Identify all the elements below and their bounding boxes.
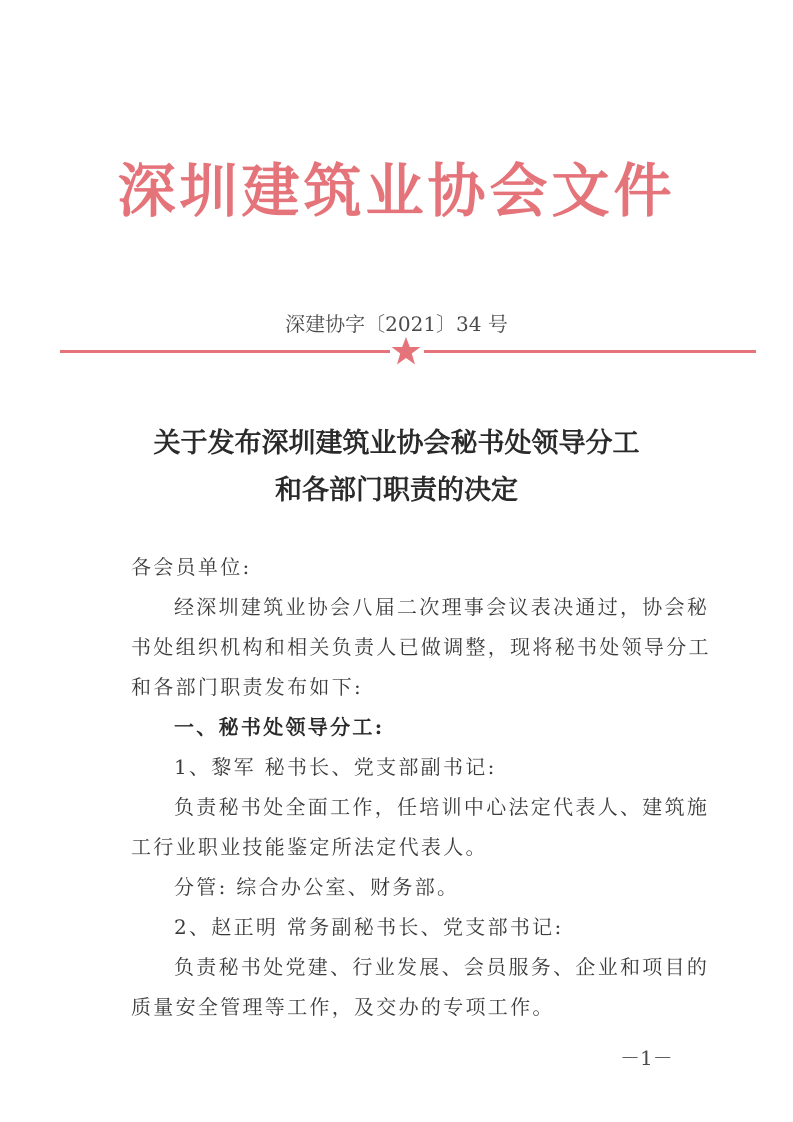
salutation: 各会员单位: [131,555,252,579]
item-1-heading: 1、黎军 秘书长、党支部副书记: [174,755,497,779]
intro-paragraph-line-3: 和各部门职责发布如下: [131,675,364,699]
header-rule-right [424,350,756,353]
document-title-line-1: 关于发布深圳建筑业协会秘书处领导分工 [153,428,640,459]
star-icon [390,336,422,366]
item-1-oversight: 分管: 综合办公室、财务部。 [174,875,460,899]
document-title-line-2: 和各部门职责的决定 [275,475,518,506]
item-2-duty-line-2: 质量安全管理等工作，及交办的专项工作。 [131,995,555,1019]
page-number: －1－ [620,1046,673,1070]
item-1-duty-line-2: 工行业职业技能鉴定所法定代表人。 [131,835,488,859]
header-rule-left [60,350,390,353]
intro-paragraph-line-1: 经深圳建筑业协会八届二次理事会议表决通过，协会秘 [174,595,710,619]
section-heading-leadership: 一、秘书处领导分工: [174,715,385,739]
masthead-title: 深圳建筑业协会文件 [117,157,676,225]
intro-paragraph-line-2: 书处组织机构和相关负责人已做调整，现将秘书处领导分工 [131,635,711,659]
document-number: 深建协字〔2021〕34 号 [285,312,508,336]
item-2-heading: 2、赵正明 常务副秘书长、党支部书记: [174,915,564,939]
item-2-duty-line-1: 负责秘书处党建、行业发展、会员服务、企业和项目的 [174,955,710,979]
item-1-duty-line-1: 负责秘书处全面工作，任培训中心法定代表人、建筑施 [174,795,710,819]
